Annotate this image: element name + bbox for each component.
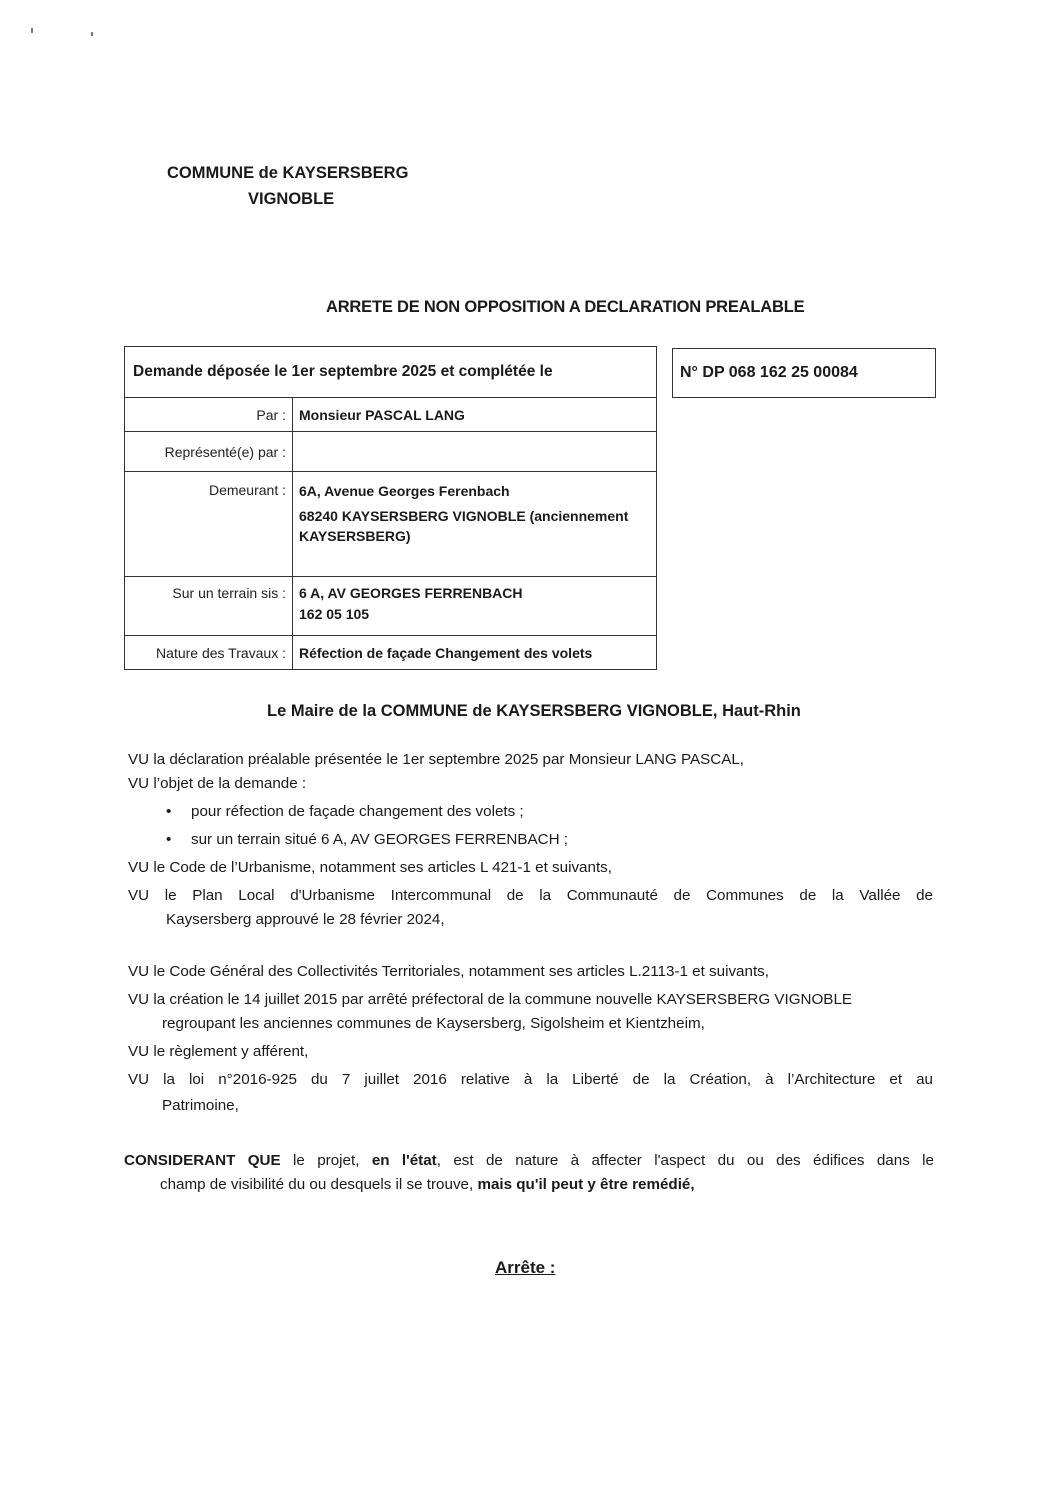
table-row (125, 472, 657, 577)
visa-plui-line1: VU le Plan Local d'Urbanisme Intercommunal de la Communauté de Communes de la Vallée de (128, 887, 933, 904)
bullet-icon: • (166, 803, 172, 820)
visa-code-urbanisme: VU le Code de l’Urbanisme, notamment ses articles L 421-1 et suivants, (128, 859, 612, 876)
visa-loi-line2: Patrimoine, (162, 1097, 239, 1114)
considerant-line2 (160, 1176, 695, 1193)
considerant-line2-bold: mais qu'il peut y être remédié, (477, 1176, 695, 1193)
considerant-text1: le projet, (280, 1152, 372, 1169)
request-heading: Demande déposée le 1er septembre 2025 et complétée le (125, 347, 657, 398)
considerant-line2-text: champ de visibilité du ou desquels il se trouve, (160, 1176, 478, 1193)
list-item (166, 828, 568, 852)
demeurant-value (293, 472, 657, 577)
visa-objet: VU l’objet de la demande : (128, 775, 307, 792)
visa-creation-line1: VU la création le 14 juillet 2015 par arrêté préfectoral de la commune nouvelle KAYSERSBERG VIGNOBLE (128, 991, 853, 1008)
document-title: ARRETE DE NON OPPOSITION A DECLARATION PREALABLE (326, 298, 805, 316)
visa-loi-line1: VU la loi n°2016-925 du 7 juillet 2016 relative à la Liberté de la Création, à l’Architecture et au (128, 1071, 933, 1088)
scan-speck (91, 32, 93, 36)
terrain-parcel: 162 05 105 (299, 606, 370, 622)
table-row (125, 636, 657, 670)
terrain-label: Sur un terrain sis : (125, 577, 293, 636)
authority-heading: Le Maire de la COMMUNE de KAYSERSBERG VIGNOBLE, Haut-Rhin (267, 702, 801, 720)
commune-header (167, 160, 408, 212)
nature-label: Nature des Travaux : (125, 636, 293, 670)
visa-creation-line2: regroupant les anciennes communes de Kaysersberg, Sigolsheim et Kientzheim, (162, 1015, 705, 1032)
list-item (166, 800, 524, 824)
considerant-lead: CONSIDERANT QUE (124, 1152, 281, 1169)
represente-value (293, 432, 657, 472)
considerant-bold1: en l'état (371, 1152, 437, 1169)
dossier-number-box (672, 348, 936, 398)
visa-cgct: VU le Code Général des Collectivités Territoriales, notamment ses articles L.2113-1 et suivants, (128, 963, 769, 980)
considerant-line1 (124, 1152, 934, 1169)
demeurant-city: 68240 KAYSERSBERG VIGNOBLE (anciennement KAYSERSBERG) (299, 508, 629, 544)
considerant-text2: , est de nature à affecter l'aspect du ou des édifices dans le (436, 1152, 934, 1169)
par-label: Par : (125, 398, 293, 432)
visa-declaration: VU la déclaration préalable présentée le 1er septembre 2025 par Monsieur LANG PASCAL, (128, 751, 744, 768)
commune-name-line1: COMMUNE de KAYSERSBERG (167, 164, 409, 182)
table-row (125, 432, 657, 472)
scan-speck (31, 28, 33, 33)
dossier-number: N° DP 068 162 25 00084 (680, 364, 858, 381)
represente-label: Représenté(e) par : (125, 432, 293, 472)
request-table (124, 346, 657, 670)
par-value: Monsieur PASCAL LANG (293, 398, 657, 432)
terrain-value (293, 577, 657, 636)
table-row (125, 577, 657, 636)
bullet-text: sur un terrain situé 6 A, AV GEORGES FERRENBACH ; (191, 831, 569, 848)
bullet-text: pour réfection de façade changement des volets ; (191, 803, 524, 820)
demeurant-label: Demeurant : (125, 472, 293, 577)
table-row (125, 398, 657, 432)
visa-reglement: VU le règlement y afférent, (128, 1043, 309, 1060)
arrete-heading: Arrête : (495, 1258, 556, 1277)
visa-plui-line2: Kaysersberg approuvé le 28 février 2024, (166, 911, 445, 928)
nature-value: Réfection de façade Changement des volets (293, 636, 657, 670)
bullet-icon: • (166, 831, 172, 848)
demeurant-street: 6A, Avenue Georges Ferenbach (299, 483, 510, 499)
commune-name-line2: VIGNOBLE (248, 190, 335, 208)
terrain-address: 6 A, AV GEORGES FERRENBACH (299, 585, 523, 601)
